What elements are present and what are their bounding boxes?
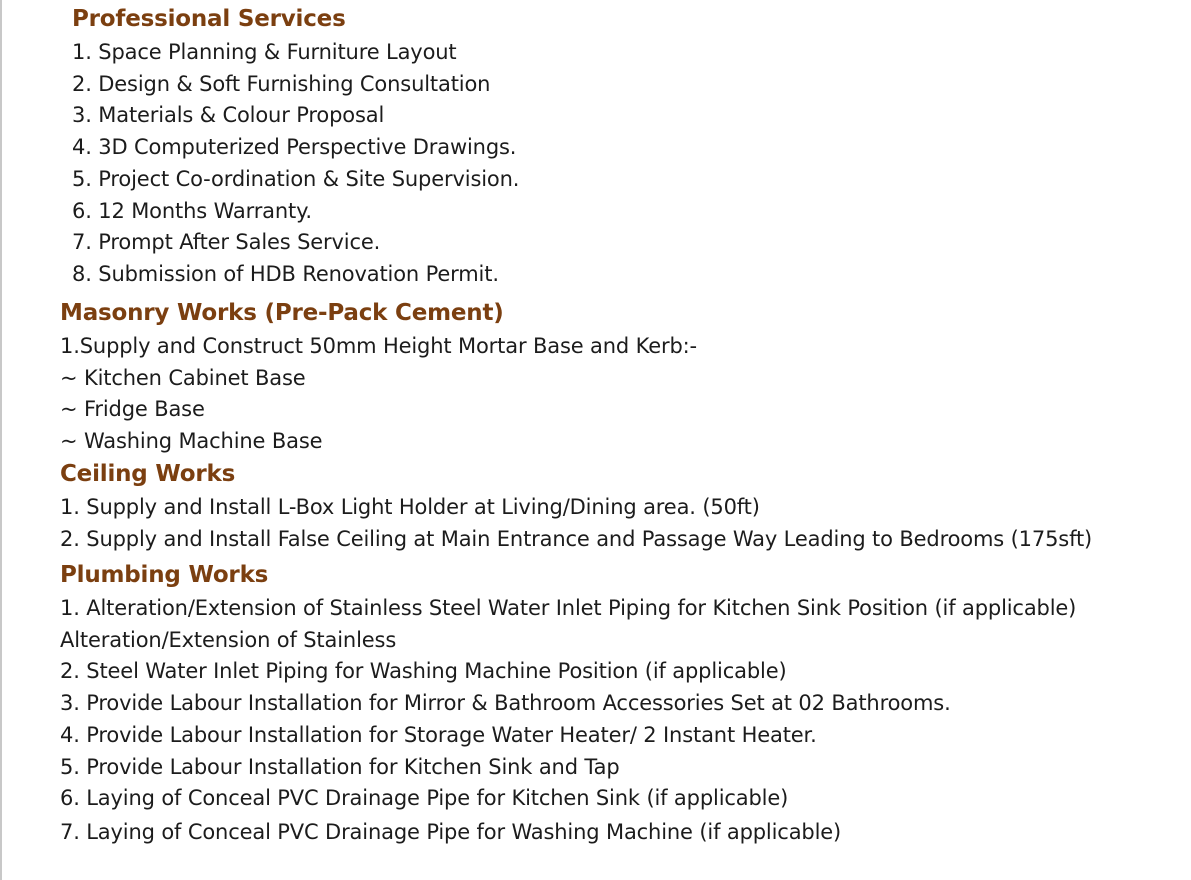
ceiling-item: 1. Supply and Install L-Box Light Holder at Living/Dining area. (50ft)	[60, 495, 760, 519]
plumbing-item: 6. Laying of Conceal PVC Drainage Pipe for Kitchen Sink (if applicable)	[60, 786, 789, 810]
plumbing-item: 3. Provide Labour Installation for Mirror & Bathroom Accessories Set at 02 Bathrooms.	[60, 691, 951, 715]
masonry-item: ~ Fridge Base	[60, 397, 205, 421]
masonry-item: 1.Supply and Construct 50mm Height Mortar Base and Kerb:-	[60, 334, 697, 358]
masonry-works-heading: Masonry Works (Pre-Pack Cement)	[60, 300, 504, 326]
professional-item: 1. Space Planning & Furniture Layout	[72, 40, 457, 64]
plumbing-item: 1. Alteration/Extension of Stainless Steel Water Inlet Piping for Kitchen Sink Position (if applicable)	[60, 596, 1077, 620]
professional-item: 5. Project Co-ordination & Site Supervision.	[72, 167, 520, 191]
plumbing-item: Alteration/Extension of Stainless	[60, 628, 397, 652]
selected-character: )	[833, 820, 842, 844]
plumbing-works-heading: Plumbing Works	[60, 562, 269, 588]
professional-item: 4. 3D Computerized Perspective Drawings.	[72, 135, 517, 159]
ceiling-works-heading: Ceiling Works	[60, 461, 236, 487]
professional-item: 8. Submission of HDB Renovation Permit.	[72, 262, 499, 286]
plumbing-item-text: 7. Laying of Conceal PVC Drainage Pipe for Washing Machine (if applicable	[60, 820, 834, 844]
professional-item: 2. Design & Soft Furnishing Consultation	[72, 72, 491, 96]
plumbing-item-last[interactable]	[60, 818, 842, 848]
plumbing-item: 4. Provide Labour Installation for Storage Water Heater/ 2 Instant Heater.	[60, 723, 817, 747]
ceiling-item: 2. Supply and Install False Ceiling at Main Entrance and Passage Way Leading to Bedrooms (175sft)	[60, 527, 1093, 551]
plumbing-item: 2. Steel Water Inlet Piping for Washing Machine Position (if applicable)	[60, 659, 787, 683]
professional-item: 3. Materials & Colour Proposal	[72, 103, 385, 127]
masonry-item: ~ Kitchen Cabinet Base	[60, 366, 306, 390]
plumbing-item: 5. Provide Labour Installation for Kitchen Sink and Tap	[60, 755, 620, 779]
professional-item: 6. 12 Months Warranty.	[72, 199, 312, 223]
professional-services-heading: Professional Services	[72, 6, 346, 32]
professional-item: 7. Prompt After Sales Service.	[72, 230, 381, 254]
masonry-item: ~ Washing Machine Base	[60, 429, 323, 453]
